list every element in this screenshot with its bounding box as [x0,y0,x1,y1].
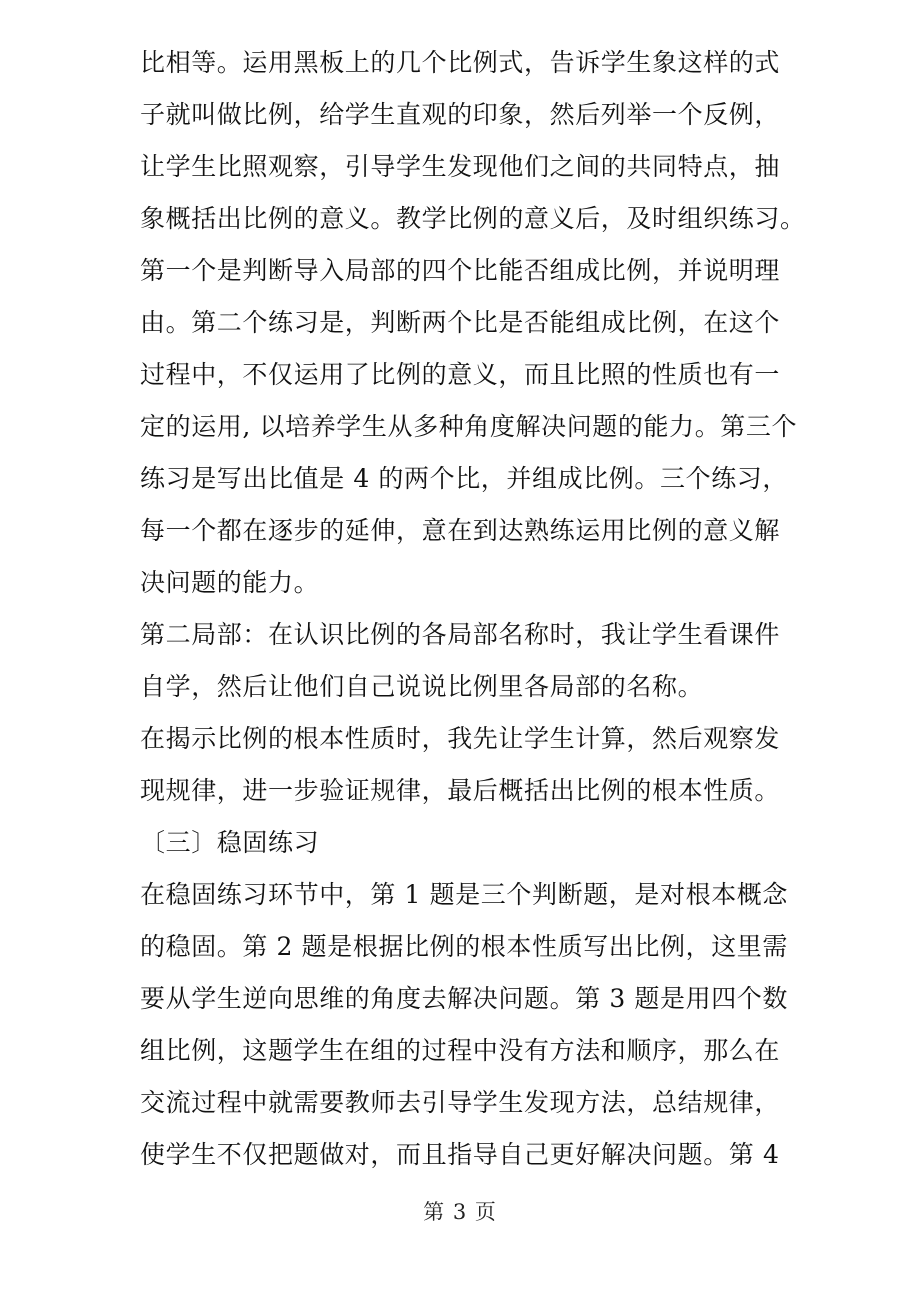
body-text-line: 定的运用, 以培养学生从多种角度解决问题的能力。第三个 [140,412,798,441]
body-text-line: 要从学生逆向思维的角度去解决问题。第 3 题是用四个数 [140,984,789,1013]
body-text-line: 决问题的能力。 [140,568,320,597]
body-text-line: 第二局部：在认识比例的各局部名称时，我让学生看课件 [140,620,781,649]
body-text-line: 练习是写出比值是 4 的两个比，并组成比例。三个练习， [140,464,789,493]
body-text-line: 在揭示比例的根本性质时，我先让学生计算，然后观察发 [140,724,781,753]
body-text-line: 让学生比照观察，引导学生发现他们之间的共同特点，抽 [140,152,781,181]
body-text-line: 自学，然后让他们自己说说比例里各局部的名称。 [140,672,704,701]
page-number-footer: 第 3 页 [423,1200,497,1224]
body-text-line: 在稳固练习环节中，第 1 题是三个判断题，是对根本概念 [140,880,789,909]
body-text-line: 由。第二个练习是，判断两个比是否能组成比例，在这个 [140,308,781,337]
body-text-line: 组比例，这题学生在组的过程中没有方法和顺序，那么在 [140,1036,781,1065]
section-heading: 〔三〕稳固练习 [140,828,320,857]
body-text-line: 现规律，进一步验证规律，最后概括出比例的根本性质。 [140,776,781,805]
body-text-line: 使学生不仅把题做对，而且指导自己更好解决问题。第 4 [140,1140,780,1169]
body-text-line: 第一个是判断导入局部的四个比能否组成比例，并说明理 [140,256,781,285]
body-text-line: 交流过程中就需要教师去引导学生发现方法，总结规律， [140,1088,781,1117]
body-text-line: 子就叫做比例，给学生直观的印象，然后列举一个反例， [140,100,781,129]
body-text-line: 每一个都在逐步的延伸，意在到达熟练运用比例的意义解 [140,516,781,545]
body-text-line: 的稳固。第 2 题是根据比例的根本性质写出比例，这里需 [140,932,789,961]
body-text-line: 象概括出比例的意义。教学比例的意义后，及时组织练习。 [140,204,806,233]
body-text-line: 过程中，不仅运用了比例的意义，而且比照的性质也有一 [140,360,781,389]
body-text-line: 比相等。运用黑板上的几个比例式，告诉学生象这样的式 [140,48,781,77]
